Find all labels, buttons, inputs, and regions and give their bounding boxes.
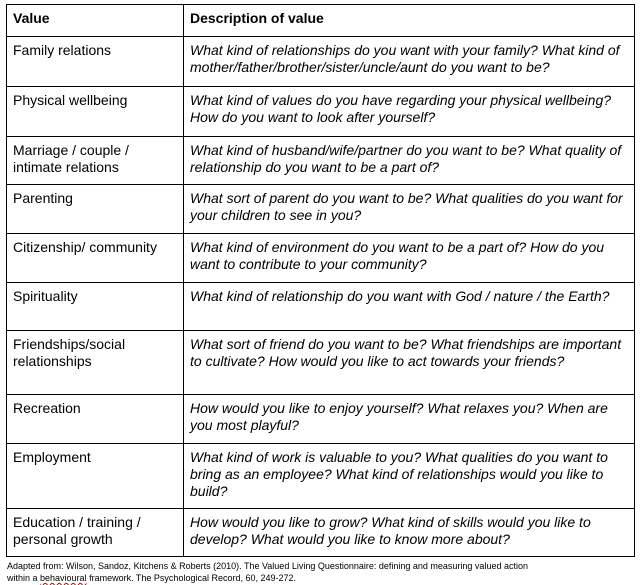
value-cell: Parenting (7, 185, 184, 234)
description-cell: What kind of relationships do you want with your family? What kind of mother/father/brother/sister/uncle/aunt do you want to be? (184, 37, 635, 87)
value-cell: Marriage / couple / intimate relations (7, 137, 184, 185)
header-value: Value (7, 5, 184, 37)
description-cell: What kind of relationship do you want with God / nature / the Earth? (184, 283, 635, 331)
table-row (7, 331, 635, 395)
table-row (7, 395, 635, 444)
value-cell: Education / training / personal growth (7, 509, 184, 557)
table-row (7, 509, 635, 557)
footnote-line-2-end: framework. The Psychological Record, 60, 249-272. (86, 573, 297, 583)
footnote-line-1: Adapted from: Wilson, Sandoz, Kitchens & Roberts (2010). The Valued Living Questionnaire: defining and measuring valued action (7, 561, 528, 571)
description-cell: What sort of friend do you want to be? What friendships are important to cultivate? How would you like to act towards your friends? (184, 331, 635, 395)
table-row (7, 137, 635, 185)
values-table (6, 4, 635, 557)
value-cell: Friendships/social relationships (7, 331, 184, 395)
description-cell: How would you like to enjoy yourself? What relaxes you? When are you most playful? (184, 395, 635, 444)
spellcheck-underlined-word: behavioural (40, 573, 87, 583)
value-cell: Employment (7, 444, 184, 509)
description-cell: What kind of values do you have regarding your physical wellbeing? How do you want to look after yourself? (184, 87, 635, 137)
citation-footnote (6, 560, 636, 584)
value-cell: Citizenship/ community (7, 234, 184, 283)
table-header-row (7, 5, 635, 37)
value-cell: Physical wellbeing (7, 87, 184, 137)
description-cell: What kind of work is valuable to you? What qualities do you want to bring as an employee? What kind of relationships would you like to build? (184, 444, 635, 509)
table-row (7, 87, 635, 137)
value-cell: Spirituality (7, 283, 184, 331)
description-cell: What sort of parent do you want to be? What qualities do you want for your children to see in you? (184, 185, 635, 234)
description-cell: What kind of environment do you want to be a part of? How do you want to contribute to your community? (184, 234, 635, 283)
description-cell: What kind of husband/wife/partner do you want to be? What quality of relationship do you want to be a part of? (184, 137, 635, 185)
table-row (7, 283, 635, 331)
table-row (7, 234, 635, 283)
table-row (7, 37, 635, 87)
value-cell: Recreation (7, 395, 184, 444)
footnote-line-2 (7, 572, 636, 584)
header-description: Description of value (184, 5, 635, 37)
value-cell: Family relations (7, 37, 184, 87)
table-row (7, 444, 635, 509)
description-cell: How would you like to grow? What kind of skills would you like to develop? What would you like to know more about? (184, 509, 635, 557)
table-row (7, 185, 635, 234)
footnote-line-2-start: within a (7, 573, 41, 583)
